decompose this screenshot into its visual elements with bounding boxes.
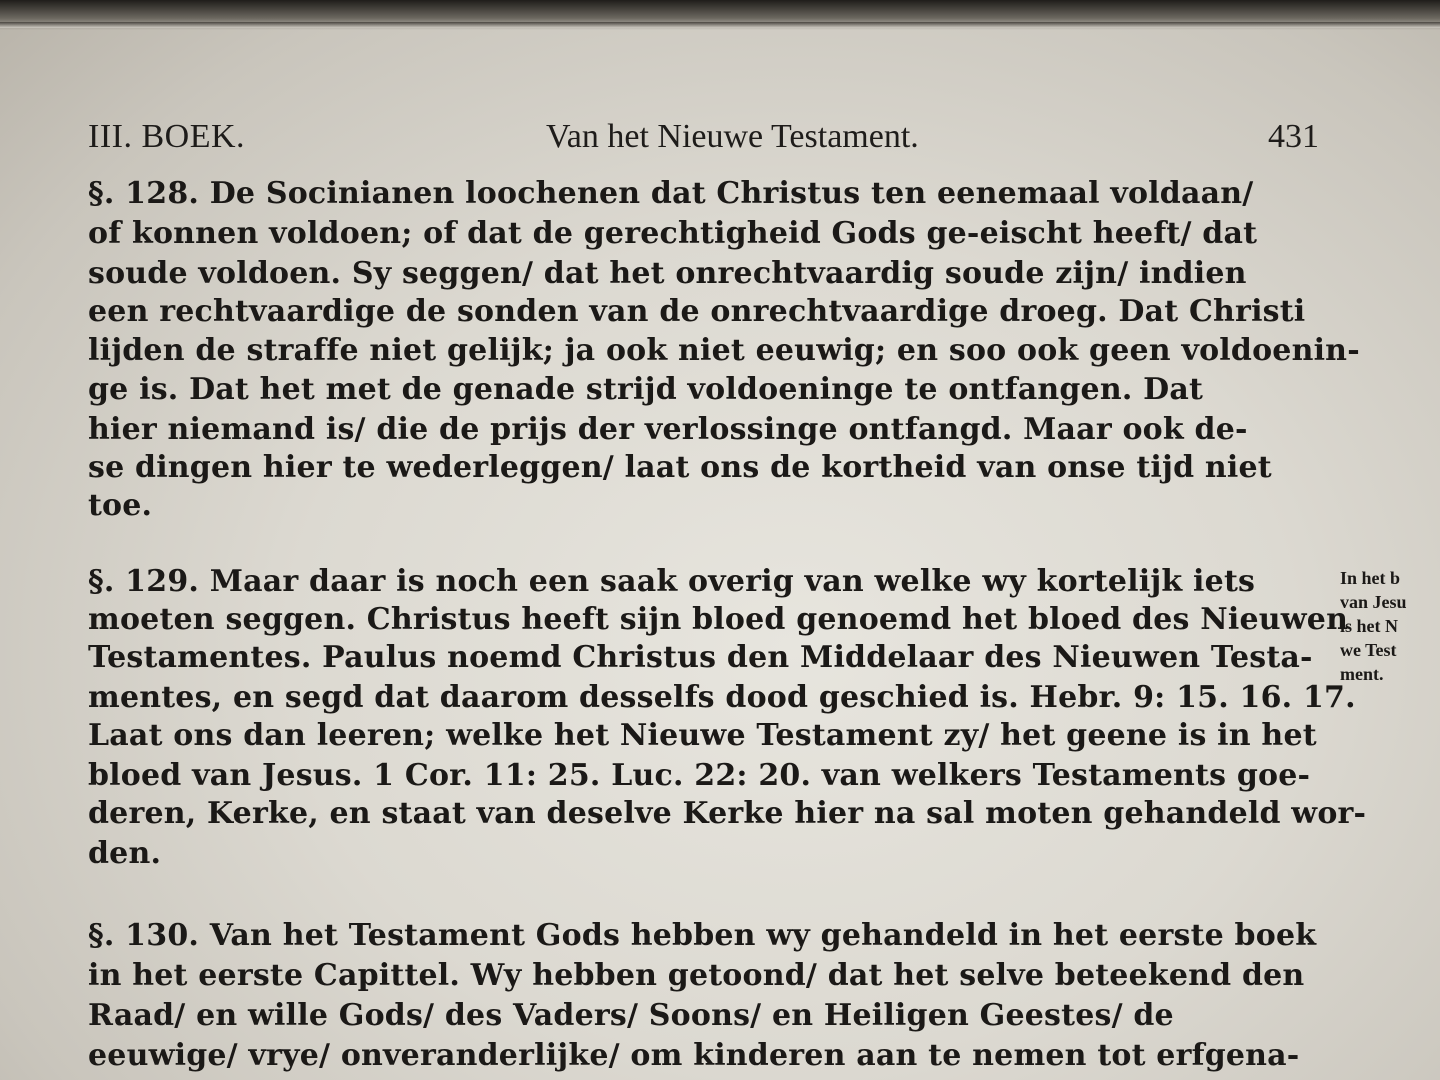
text-line: Laat ons dan leeren; welke het Nieuwe Testament zy/ het geene is in het [88, 718, 1317, 753]
text-line: ge is. Dat het met de genade strijd voldoeninge te ontfangen. Dat [88, 372, 1204, 407]
text-line: soude voldoen. Sy seggen/ dat het onrechtvaardig soude zijn/ indien [88, 256, 1247, 291]
book-label: III. BOEK. [88, 118, 246, 155]
text-line: hier niemand is/ die de prijs der verlossinge ontfangd. Maar ook de- [88, 412, 1248, 447]
text-line: Raad/ en wille Gods/ des Vaders/ Soons/ en Heiligen Geestes/ de [88, 998, 1174, 1033]
text-line: bloed van Jesus. 1 Cor. 11: 25. Luc. 22: 20. van welkers Testaments goe- [88, 758, 1311, 793]
text-line: eeuwige/ vrye/ onveranderlijke/ om kinderen aan te nemen tot erfgena- [88, 1038, 1300, 1073]
page-title: Van het Nieuwe Testament. [546, 118, 919, 155]
text-line: lijden de straffe niet gelijk; ja ook niet eeuwig; en soo ook geen voldoenin- [88, 333, 1360, 368]
text-line: Testamentes. Paulus noemd Christus den Middelaar des Nieuwen Testa- [88, 640, 1313, 675]
paragraph-130 [88, 918, 1338, 1078]
paragraph-128 [88, 176, 1360, 523]
text-line: moeten seggen. Christus heeft sijn bloed genoemd het bloed des Nieuwen [88, 602, 1349, 637]
text-line: §. 128. De Socinianen loochenen dat Christus ten eenemaal voldaan/ [88, 176, 1254, 211]
text-line: mentes, en segd dat daarom desselfs dood geschied is. Hebr. 9: 15. 16. 17. [88, 680, 1356, 715]
running-header [88, 118, 1338, 168]
text-line: se dingen hier te wederleggen/ laat ons de kortheid van onse tijd niet [88, 450, 1272, 485]
page-edge [0, 22, 1440, 28]
text-line: of konnen voldoen; of dat de gerechtigheid Gods ge-eischt heeft/ dat [88, 216, 1258, 251]
margin-note-line: is het N [1340, 616, 1398, 636]
margin-note-line: we Test [1340, 640, 1397, 660]
margin-note [1340, 566, 1407, 686]
paragraph-129 [88, 564, 1367, 884]
text-line: een rechtvaardige de sonden van de onrechtvaardige droeg. Dat Christi [88, 294, 1306, 329]
margin-note-line: van Jesu [1340, 592, 1407, 612]
margin-note-line: ment. [1340, 664, 1384, 684]
text-line: toe. [88, 488, 153, 523]
margin-note-line: In het b [1340, 568, 1401, 588]
text-line: den. [88, 836, 162, 871]
page-number: 431 [1268, 118, 1319, 155]
text-line: §. 130. Van het Testament Gods hebben wy gehandeld in het eerste boek [88, 918, 1317, 953]
text-line: §. 129. Maar daar is noch een saak overig van welke wy kortelijk iets [88, 564, 1256, 599]
text-line: deren, Kerke, en staat van deselve Kerke hier na sal moten gehandeld wor- [88, 796, 1367, 831]
text-line: in het eerste Capittel. Wy hebben getoond/ dat het selve beteekend den [88, 958, 1305, 993]
